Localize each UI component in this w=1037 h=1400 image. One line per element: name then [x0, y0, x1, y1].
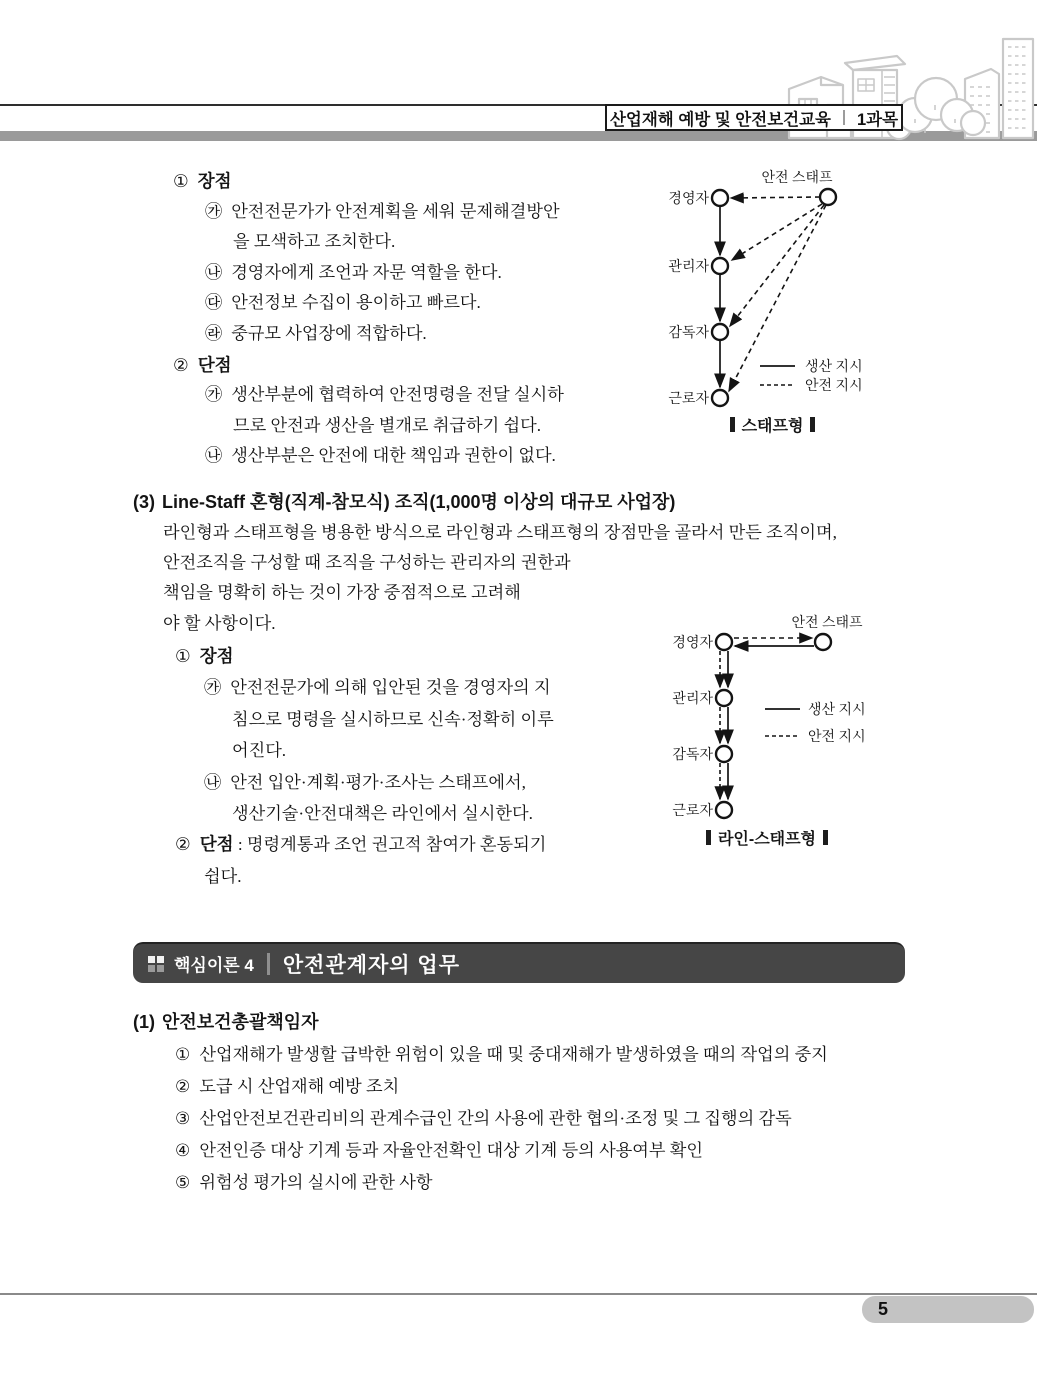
core-theory-badge: 핵심이론 4 [174, 956, 254, 975]
safety-staff-node [815, 634, 831, 650]
running-head-divider-bar [843, 110, 845, 125]
manager-node [716, 634, 732, 650]
legend-solid-label: 생산 지시 [808, 703, 866, 718]
supervisor-node [712, 258, 728, 274]
legend-solid-label: 생산 지시 [805, 360, 863, 375]
caption-marker [706, 830, 711, 845]
duties-heading: (1) 안전보건총괄책임자 [133, 1012, 319, 1032]
item-marker: ㉰ [205, 293, 223, 313]
list-item: ② 도급 시 산업재해 예방 조치 [175, 1077, 400, 1096]
staff-label: 안전 스태프 [761, 171, 833, 186]
running-head-title: 산업재해 예방 및 안전보건교육 [609, 110, 831, 129]
node-label: 관리자 [672, 692, 713, 707]
disadvantages-heading: ② 단점 : 명령계통과 조언 권고적 참여가 혼동되기 [175, 834, 547, 855]
node-label: 관리자 [668, 260, 709, 275]
circled-number: ① [175, 646, 191, 666]
disadvantages-heading: ② 단점 [173, 354, 232, 375]
list-item-continuation: 어진다. [232, 741, 287, 761]
circled-number: ⑤ [175, 1173, 191, 1192]
footer-rule [0, 1293, 1037, 1295]
list-item-continuation: 생산기술·안전대책은 라인에서 실시한다. [232, 803, 533, 823]
circled-number: ① [175, 1045, 191, 1064]
grid-squares-icon [148, 956, 164, 972]
paragraph-line: 책임을 명확히 하는 것이 가장 중점적으로 고려해 [163, 583, 521, 603]
list-item: ㉱ 중규모 사업장에 적합하다. [205, 323, 427, 343]
circled-number: ④ [175, 1141, 191, 1160]
duties-list [175, 1039, 828, 1199]
list-item-continuation: 을 모색하고 조치한다. [233, 232, 396, 252]
item-marker: ㉯ [204, 772, 222, 792]
line-staff-text-block [175, 641, 554, 892]
list-item: ㉯ 경영자에게 조언과 자문 역할을 한다. [205, 262, 502, 282]
section-3-heading: (3) Line-Staff 혼형(직계-참모식) 조직(1,000명 이상의 대규모 사업장) [133, 492, 676, 512]
caption-marker [730, 417, 735, 432]
list-item: ④ 안전인증 대상 기계 등과 자율안전확인 대상 기계 등의 사용여부 확인 [175, 1141, 703, 1160]
node-label: 감독자 [668, 326, 709, 341]
list-item: ⑤ 위험성 평가의 실시에 관한 사항 [175, 1173, 433, 1192]
core-theory-header [133, 942, 905, 983]
paragraph-line: 안전조직을 구성할 때 조직을 구성하는 관리자의 권한과 [163, 553, 571, 573]
worker-node [716, 802, 732, 818]
list-item: ㉮ 생산부분에 협력하여 안전명령을 전달 실시하 [205, 385, 564, 405]
circled-number: ② [175, 834, 191, 855]
page-number-pill [862, 1296, 1034, 1323]
safety-staff-node [820, 189, 836, 205]
page-number: 5 [878, 1299, 889, 1319]
list-item: ㉮ 안전전문가가 안전계획을 세워 문제해결방안 [205, 201, 560, 221]
circled-number: ③ [175, 1109, 191, 1128]
list-item: ㉯ 안전 입안·계획·평가·조사는 스태프에서, [204, 772, 526, 792]
legend-dashed-label: 안전 지시 [808, 730, 866, 745]
manager-node [712, 190, 728, 206]
staff-type-diagram [645, 160, 955, 410]
circled-number: ① [173, 171, 189, 191]
list-item: ① 산업재해가 발생할 급박한 위험이 있을 때 및 중대재해가 발생하였을 때의 작업의 중지 [175, 1045, 828, 1064]
staff-diagram-caption: 스태프형 [700, 413, 845, 436]
running-head [605, 104, 903, 131]
item-marker: ㉮ [205, 201, 223, 221]
list-item-continuation: 므로 안전과 생산을 별개로 취급하기 쉽다. [233, 415, 542, 435]
foreman-node [712, 324, 728, 340]
line-staff-type-diagram [650, 602, 930, 824]
node-label: 경영자 [668, 192, 709, 207]
paragraph-line: 야 할 사항이다. [163, 613, 276, 633]
item-marker: ㉯ [205, 446, 223, 466]
paragraph-line: 라인형과 스태프형을 병용한 방식으로 라인형과 스태프형의 장점만을 골라서 만든 조직이며, [163, 523, 837, 542]
caption-marker [823, 830, 828, 845]
section-title: 안전관계자의 업무 [282, 953, 460, 977]
caption-marker [810, 417, 815, 432]
circled-number: ② [173, 354, 189, 375]
item-marker: ㉱ [205, 323, 223, 343]
list-item: ㉮ 안전전문가에 의해 입안된 것을 경영자의 지 [204, 678, 551, 698]
running-head-subject: 1과목 [856, 110, 899, 129]
list-item: ㉰ 안전정보 수집이 용이하고 빠르다. [205, 293, 481, 313]
staff-org-text-block [173, 166, 564, 472]
item-marker: ㉮ [204, 678, 222, 698]
supervisor-node [716, 690, 732, 706]
list-item: ㉯ 생산부분은 안전에 대한 책임과 권한이 없다. [205, 446, 556, 466]
legend-dashed-label: 안전 지시 [805, 379, 863, 394]
list-item: ③ 산업안전보건관리비의 관계수급인 간의 사용에 관한 협의·조정 및 그 집행의 감독 [175, 1109, 792, 1128]
staff-label: 안전 스태프 [791, 616, 863, 631]
line-staff-diagram-caption: 라인-스태프형 [677, 826, 857, 849]
theory-divider-bar [267, 953, 270, 975]
advantages-heading: ① 장점 [173, 171, 232, 191]
node-label: 경영자 [672, 636, 713, 651]
list-item-continuation: 침으로 명령을 실시하므로 신속·정확히 이루 [232, 709, 554, 729]
worker-node [712, 390, 728, 406]
item-marker: ㉮ [205, 385, 223, 405]
advantages-heading: ① 장점 [175, 646, 234, 666]
list-item-continuation: 쉽다. [204, 866, 242, 886]
foreman-node [716, 746, 732, 762]
circled-number: ② [175, 1077, 191, 1096]
node-label: 근로자 [668, 392, 709, 407]
node-label: 근로자 [672, 804, 713, 819]
node-label: 감독자 [672, 748, 713, 763]
item-marker: ㉯ [205, 262, 223, 282]
